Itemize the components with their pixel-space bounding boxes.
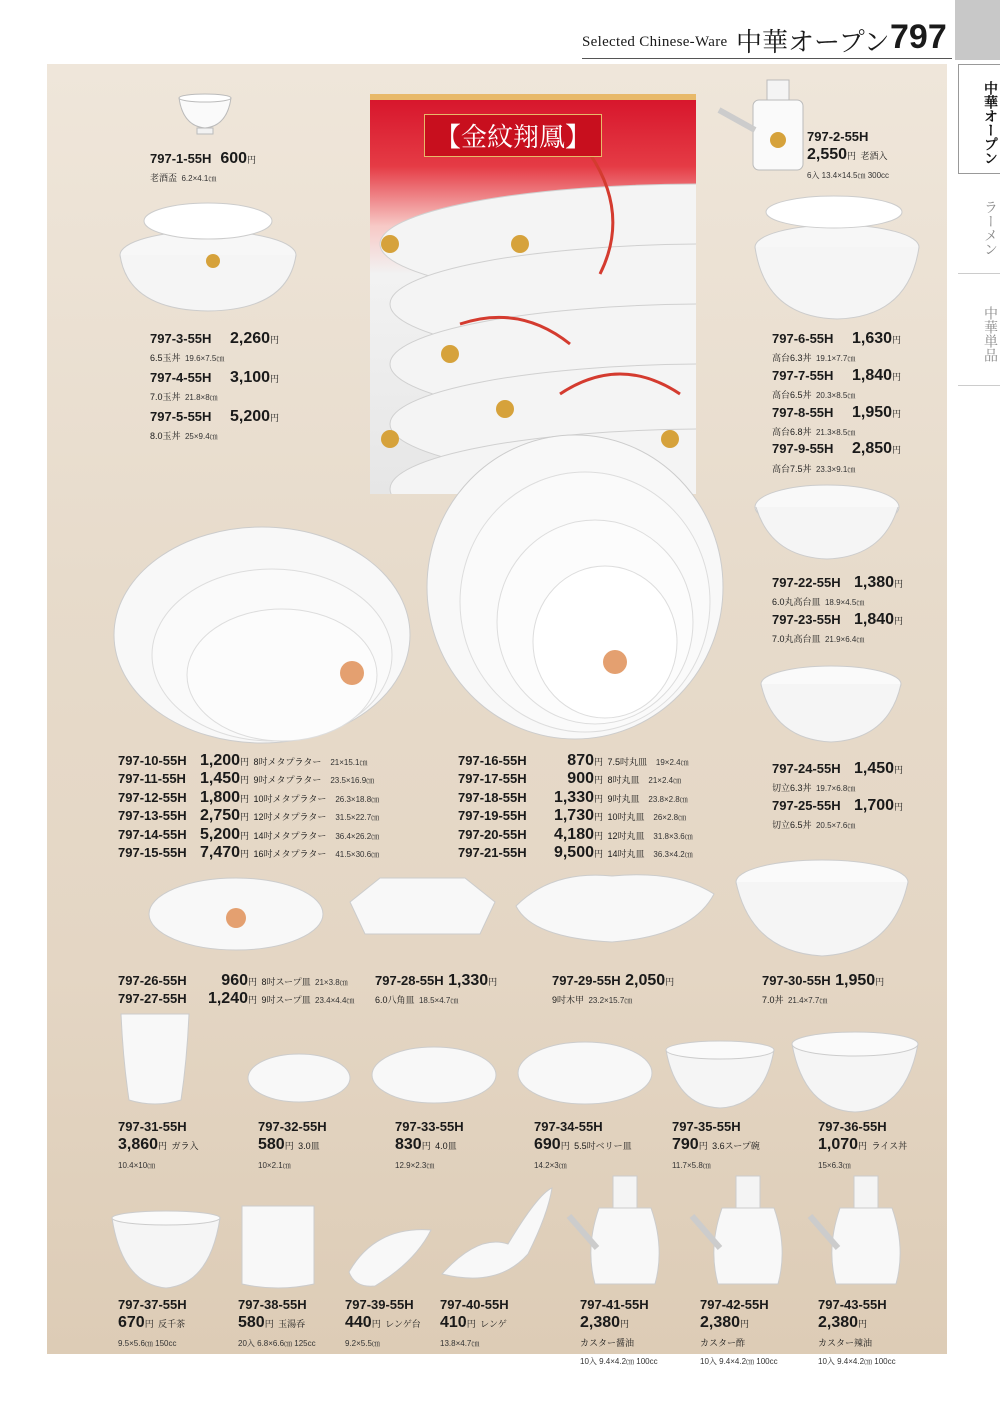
product-unit: 円	[594, 830, 604, 841]
product-dims: 9.2×5.5㎝	[345, 1338, 380, 1348]
product-name: 10吋メタプラター	[253, 793, 327, 804]
product-label-35	[672, 1118, 760, 1173]
product-price: 7,470	[200, 843, 241, 861]
product-unit: 円	[248, 977, 258, 987]
product-name: 9吋木甲	[552, 995, 585, 1006]
product-code: 797-3-55H	[150, 331, 212, 346]
product-dims: 19.6×7.5㎝	[184, 354, 225, 364]
product-code: 797-25-55H	[772, 797, 841, 813]
product-price: 9,500	[553, 843, 594, 861]
product-price: 1,700	[854, 796, 895, 814]
product-unit: 円	[240, 775, 250, 786]
product-code: 797-16-55H	[458, 753, 527, 768]
product-price: 1,950	[835, 972, 876, 989]
product-price: 900	[567, 770, 594, 788]
product-name: 切立6.3丼	[772, 783, 812, 794]
product-code: 797-38-55H	[238, 1297, 307, 1312]
donburi-bowl-image	[733, 858, 911, 964]
product-price: 1,330	[553, 788, 594, 806]
product-name: 切立6.5丼	[772, 820, 812, 831]
product-dims: 20入 6.8×6.6㎝ 125cc	[238, 1338, 316, 1348]
product-dims: 20.5×7.6㎝	[815, 821, 856, 831]
product-label-1	[150, 150, 256, 187]
product-price: 3,100	[230, 368, 271, 386]
oval-platter-set-image	[112, 525, 412, 745]
product-group-22-23	[772, 574, 903, 648]
product-dims: 10入 9.4×4.2㎝ 100cc	[700, 1357, 778, 1367]
product-name: 9吋スープ皿	[261, 995, 311, 1006]
product-code: 797-8-55H	[772, 404, 834, 420]
renge-rest-image	[345, 1222, 435, 1292]
product-price: 1,800	[200, 788, 241, 806]
tab-chuka-tanpin[interactable]: 中華単品	[958, 274, 1000, 386]
product-price: 600	[220, 150, 248, 167]
product-name: 14吋メタプラター	[253, 830, 327, 841]
product-code: 797-6-55H	[772, 331, 834, 346]
small-plate-3-image	[246, 1052, 352, 1104]
product-dims: 6入 13.4×14.5㎝ 300cc	[807, 170, 890, 180]
soy-cruet-image	[565, 1168, 675, 1292]
product-price: 690	[534, 1136, 561, 1154]
product-unit: 円	[247, 155, 257, 165]
product-code: 797-17-55H	[458, 771, 527, 787]
product-unit: 円	[144, 1319, 154, 1330]
product-label-33	[395, 1118, 464, 1173]
tab-ramen[interactable]: ラーメン	[958, 174, 1000, 274]
sidebar	[955, 0, 1000, 1415]
product-unit: 円	[594, 812, 604, 823]
product-code: 797-28-55H	[375, 973, 444, 988]
gara-jar-image	[115, 1010, 195, 1110]
product-unit: 円	[875, 977, 885, 987]
product-unit: 円	[847, 151, 857, 162]
page-header	[0, 0, 950, 64]
product-dims: 15×6.3㎝	[818, 1160, 851, 1170]
product-price: 580	[238, 1314, 265, 1332]
vinegar-cruet-image	[688, 1168, 798, 1292]
product-name: 8吋スープ皿	[261, 977, 311, 987]
product-price: 830	[395, 1136, 422, 1154]
product-price: 2,380	[580, 1314, 621, 1332]
product-code: 797-5-55H	[150, 408, 212, 424]
header-title: 中華オープン	[736, 28, 890, 58]
product-code: 797-22-55H	[772, 575, 841, 590]
tab-chuka-open[interactable]: 中華オープン	[958, 64, 1000, 174]
product-name: ライス丼	[871, 1141, 908, 1152]
product-dims: 23.8×2.8㎝	[648, 794, 688, 804]
product-label-30	[762, 972, 884, 1009]
rice-bowl-image	[790, 1030, 920, 1114]
product-dims: 21×15.1㎝	[330, 758, 368, 767]
product-unit: 円	[270, 335, 280, 345]
product-unit: 円	[371, 1319, 381, 1330]
product-code: 797-15-55H	[118, 844, 187, 860]
product-code: 797-4-55H	[150, 369, 212, 385]
product-unit: 円	[894, 801, 904, 812]
product-name: 3.6スープ碗	[712, 1141, 760, 1152]
product-price: 1,330	[448, 972, 489, 989]
product-name: 玉湯呑	[278, 1319, 306, 1330]
product-price: 1,380	[854, 574, 895, 591]
product-label-41	[580, 1296, 658, 1370]
product-name: 8吋丸皿	[607, 775, 640, 786]
sake-jug-image	[715, 70, 815, 180]
product-code: 797-26-55H	[118, 973, 187, 988]
small-plate-4-image	[370, 1045, 498, 1105]
product-name: 14吋丸皿	[607, 848, 645, 859]
product-name: 9吋メタプラター	[253, 775, 322, 786]
product-name: カスター酢	[700, 1337, 746, 1348]
straight-bowl-image	[758, 664, 904, 754]
sidebar-top-block	[955, 0, 1000, 60]
bowl-set-image	[118, 195, 308, 315]
product-price: 5,200	[230, 407, 271, 425]
product-unit: 円	[892, 408, 902, 419]
header-rule	[582, 58, 952, 59]
product-unit: 円	[284, 1141, 294, 1152]
soup-plate-image	[147, 876, 325, 956]
soup-bowl-image	[664, 1040, 776, 1110]
product-dims: 23.3×9.1㎝	[815, 464, 856, 474]
product-name: 反千茶	[158, 1319, 186, 1330]
product-name: 5.5吋ベリー皿	[574, 1141, 632, 1152]
product-code: 797-27-55H	[118, 991, 187, 1007]
product-price: 2,550	[807, 146, 848, 164]
product-name: 高台6.5丼	[772, 390, 812, 401]
product-name: 高台7.5丼	[772, 463, 812, 474]
berry-plate-image	[516, 1040, 654, 1106]
product-label-2	[807, 128, 889, 183]
product-name: 4.0皿	[435, 1141, 457, 1152]
product-unit: 円	[594, 848, 604, 859]
product-price: 1,070	[818, 1136, 859, 1154]
product-code: 797-29-55H	[552, 973, 621, 988]
product-unit: 円	[665, 977, 675, 987]
product-dims: 19.1×7.7㎝	[815, 354, 856, 364]
product-price: 1,840	[854, 610, 895, 628]
product-label-31	[118, 1118, 199, 1173]
product-price: 440	[345, 1314, 372, 1332]
product-label-43	[818, 1296, 896, 1370]
product-dims: 13.8×4.7㎝	[440, 1338, 480, 1348]
product-name: カスター辣油	[818, 1337, 873, 1348]
product-unit: 円	[894, 579, 904, 589]
product-dims: 19.7×6.8㎝	[815, 784, 856, 794]
tall-bowl-set-image	[752, 192, 922, 332]
chili-oil-cruet-image	[806, 1168, 916, 1292]
octagonal-dish-image	[340, 872, 505, 952]
product-dims: 31.8×3.6㎝	[653, 831, 693, 841]
product-name: 7.0丼	[762, 995, 784, 1006]
product-list-platters	[118, 752, 379, 862]
product-code: 797-39-55H	[345, 1297, 414, 1312]
product-price: 1,450	[854, 760, 895, 777]
product-price: 2,260	[230, 330, 271, 347]
product-name: ガラ入	[171, 1141, 199, 1152]
product-dims: 26×2.8㎝	[653, 813, 687, 823]
product-code: 797-9-55H	[772, 441, 834, 457]
product-name: レンゲ	[480, 1319, 507, 1330]
product-group-6-9	[772, 330, 901, 477]
product-name: 6.5玉丼	[150, 353, 181, 364]
product-dims: 18.5×4.7㎝	[418, 996, 459, 1006]
product-list-round-plates	[458, 752, 693, 862]
product-code: 797-21-55H	[458, 844, 527, 860]
product-dims: 12.9×2.3㎝	[395, 1160, 435, 1170]
product-code: 797-20-55H	[458, 826, 527, 842]
product-label-32	[258, 1118, 327, 1173]
product-unit: 円	[858, 1141, 868, 1152]
product-price: 410	[440, 1314, 467, 1332]
product-price: 670	[118, 1314, 145, 1332]
product-unit: 円	[594, 793, 604, 804]
product-code: 797-40-55H	[440, 1297, 509, 1312]
product-label-34	[534, 1118, 632, 1173]
product-unit: 円	[240, 793, 250, 804]
product-name: 7.0丸高台皿	[772, 634, 821, 645]
product-price: 2,850	[852, 440, 893, 458]
product-unit: 円	[421, 1141, 431, 1152]
product-name: 高台6.8丼	[772, 426, 812, 437]
wood-shape-dish-image	[512, 866, 717, 956]
product-name: 7.0玉丼	[150, 392, 181, 403]
product-dims: 10×2.1㎝	[258, 1160, 291, 1170]
product-label-37	[118, 1296, 187, 1351]
product-price: 790	[672, 1136, 699, 1154]
product-unit: 円	[270, 412, 280, 423]
product-name: 9吋丸皿	[607, 793, 640, 804]
product-dims: 6.2×4.1㎝	[181, 174, 217, 184]
product-code: 797-12-55H	[118, 789, 187, 805]
product-dims: 10入 9.4×4.2㎝ 100cc	[580, 1357, 658, 1367]
product-price: 1,450	[200, 770, 241, 788]
product-code: 797-41-55H	[580, 1297, 649, 1312]
product-dims: 10入 9.4×4.2㎝ 100cc	[818, 1357, 896, 1367]
product-unit: 円	[894, 615, 904, 626]
product-unit: 円	[698, 1141, 708, 1152]
product-code: 797-13-55H	[118, 808, 187, 824]
product-name: 老酒盃	[150, 173, 178, 184]
product-price: 1,950	[852, 403, 893, 421]
product-unit: 円	[248, 995, 258, 1006]
header-subtitle: Selected Chinese-Ware	[582, 34, 728, 50]
product-price: 870	[567, 752, 594, 769]
sake-cup-image	[175, 92, 235, 142]
page-number: 797	[890, 18, 947, 56]
product-name: 8吋メタプラター	[253, 757, 322, 767]
product-dims: 20.3×8.5㎝	[815, 391, 856, 401]
product-dims: 36.4×26.2㎝	[335, 831, 380, 841]
product-code: 797-30-55H	[762, 973, 831, 988]
product-code: 797-23-55H	[772, 611, 841, 627]
product-dims: 31.5×22.7㎝	[335, 813, 380, 823]
product-dims: 23.4×4.4㎝	[315, 996, 355, 1006]
product-dims: 25×9.4㎝	[184, 431, 218, 441]
product-unit: 円	[620, 1319, 630, 1330]
product-code: 797-31-55H	[118, 1119, 187, 1134]
product-unit: 円	[594, 757, 604, 767]
product-code: 797-19-55H	[458, 808, 527, 824]
product-group-26-27	[118, 972, 354, 1009]
product-price: 3,860	[118, 1136, 159, 1154]
product-label-29	[552, 972, 674, 1009]
product-dims: 21×3.8㎝	[315, 978, 348, 987]
product-name: カスター醤油	[580, 1337, 635, 1348]
product-name: 7.5吋丸皿	[607, 757, 647, 767]
product-unit: 円	[892, 335, 902, 345]
product-dims: 23.2×15.7㎝	[588, 996, 633, 1006]
product-code: 797-2-55H	[807, 129, 869, 144]
round-plate-set-image	[425, 432, 725, 742]
product-code: 797-35-55H	[672, 1119, 741, 1134]
product-code: 797-10-55H	[118, 753, 187, 768]
product-dims: 11.7×5.8㎝	[672, 1160, 711, 1170]
product-price: 960	[221, 972, 248, 989]
product-dims: 41.5×30.6㎝	[335, 849, 380, 859]
yunomi-cup-image	[240, 1200, 316, 1294]
product-price: 1,840	[852, 366, 893, 384]
product-code: 797-37-55H	[118, 1297, 187, 1312]
product-label-39	[345, 1296, 421, 1351]
product-unit: 円	[466, 1319, 476, 1330]
product-label-42	[700, 1296, 778, 1370]
product-price: 5,200	[200, 825, 241, 843]
product-unit: 円	[858, 1319, 868, 1330]
product-label-40	[440, 1296, 509, 1351]
product-price: 580	[258, 1136, 285, 1154]
product-unit: 円	[240, 757, 250, 767]
product-price: 1,200	[200, 752, 241, 769]
product-dims: 21.9×6.4㎝	[824, 635, 865, 645]
product-unit: 円	[594, 775, 604, 786]
product-code: 797-7-55H	[772, 367, 834, 383]
product-unit: 円	[488, 977, 498, 987]
product-dims: 23.5×16.9㎝	[330, 776, 375, 786]
product-name: 3.0皿	[298, 1141, 320, 1152]
product-price: 2,050	[625, 972, 666, 989]
product-unit: 円	[270, 373, 280, 384]
product-name: 高台6.3丼	[772, 353, 812, 364]
product-code: 797-36-55H	[818, 1119, 887, 1134]
product-price: 1,240	[207, 990, 248, 1008]
product-price: 4,180	[553, 825, 594, 843]
product-unit: 円	[560, 1141, 570, 1152]
product-unit: 円	[158, 1141, 168, 1152]
product-dims: 19×2.4㎝	[655, 758, 689, 767]
product-unit: 円	[894, 765, 904, 775]
product-code: 797-43-55H	[818, 1297, 887, 1312]
product-group-24-25	[772, 760, 903, 834]
product-unit: 円	[892, 445, 902, 456]
product-name: 6.0八角皿	[375, 995, 415, 1006]
product-unit: 円	[240, 848, 250, 859]
product-dims: 26.3×18.8㎝	[335, 794, 380, 804]
teacup-image	[110, 1210, 222, 1292]
product-name: 16吋メタプラター	[253, 848, 327, 859]
product-code: 797-34-55H	[534, 1119, 603, 1134]
product-code: 797-14-55H	[118, 826, 187, 842]
product-dims: 10.4×10㎝	[118, 1160, 156, 1170]
product-dims: 18.9×4.5㎝	[824, 598, 865, 608]
product-price: 2,380	[700, 1314, 741, 1332]
product-price: 1,630	[852, 330, 893, 347]
product-code: 797-24-55H	[772, 761, 841, 776]
product-name: 老酒入	[860, 151, 888, 162]
product-price: 2,380	[818, 1314, 859, 1332]
product-name: 8.0玉丼	[150, 430, 181, 441]
product-dims: 9.5×5.6㎝ 150cc	[118, 1338, 177, 1348]
product-dims: 21×2.4㎝	[648, 776, 682, 786]
product-code: 797-42-55H	[700, 1297, 769, 1312]
product-code: 797-18-55H	[458, 789, 527, 805]
product-dims: 21.8×8㎝	[184, 393, 218, 403]
product-code: 797-33-55H	[395, 1119, 464, 1134]
product-unit: 円	[892, 371, 902, 382]
product-unit: 円	[264, 1319, 274, 1330]
feature-title: 【金紋翔鳳】	[424, 114, 602, 157]
product-price: 1,730	[553, 807, 594, 825]
round-footed-dish-image	[752, 482, 902, 572]
product-label-36	[818, 1118, 907, 1173]
product-name: 6.0丸高台皿	[772, 597, 821, 608]
product-unit: 円	[240, 830, 250, 841]
product-label-38	[238, 1296, 316, 1351]
product-code: 797-1-55H	[150, 151, 212, 166]
product-dims: 21.4×7.7㎝	[787, 996, 828, 1006]
product-dims: 14.2×3㎝	[534, 1160, 567, 1170]
product-name: レンゲ台	[385, 1319, 421, 1330]
product-unit: 円	[240, 812, 250, 823]
product-price: 2,750	[200, 807, 241, 825]
product-code: 797-11-55H	[118, 771, 186, 787]
product-code: 797-32-55H	[258, 1119, 327, 1134]
product-dims: 36.3×4.2㎝	[653, 849, 693, 859]
renge-spoon-image	[438, 1184, 556, 1290]
product-dims: 21.3×8.5㎝	[815, 427, 856, 437]
product-label-28	[375, 972, 497, 1009]
product-name: 12吋丸皿	[607, 830, 645, 841]
product-name: 10吋丸皿	[607, 812, 645, 823]
product-group-3-5	[150, 330, 279, 444]
product-name: 12吋メタプラター	[253, 812, 327, 823]
product-unit: 円	[740, 1319, 750, 1330]
